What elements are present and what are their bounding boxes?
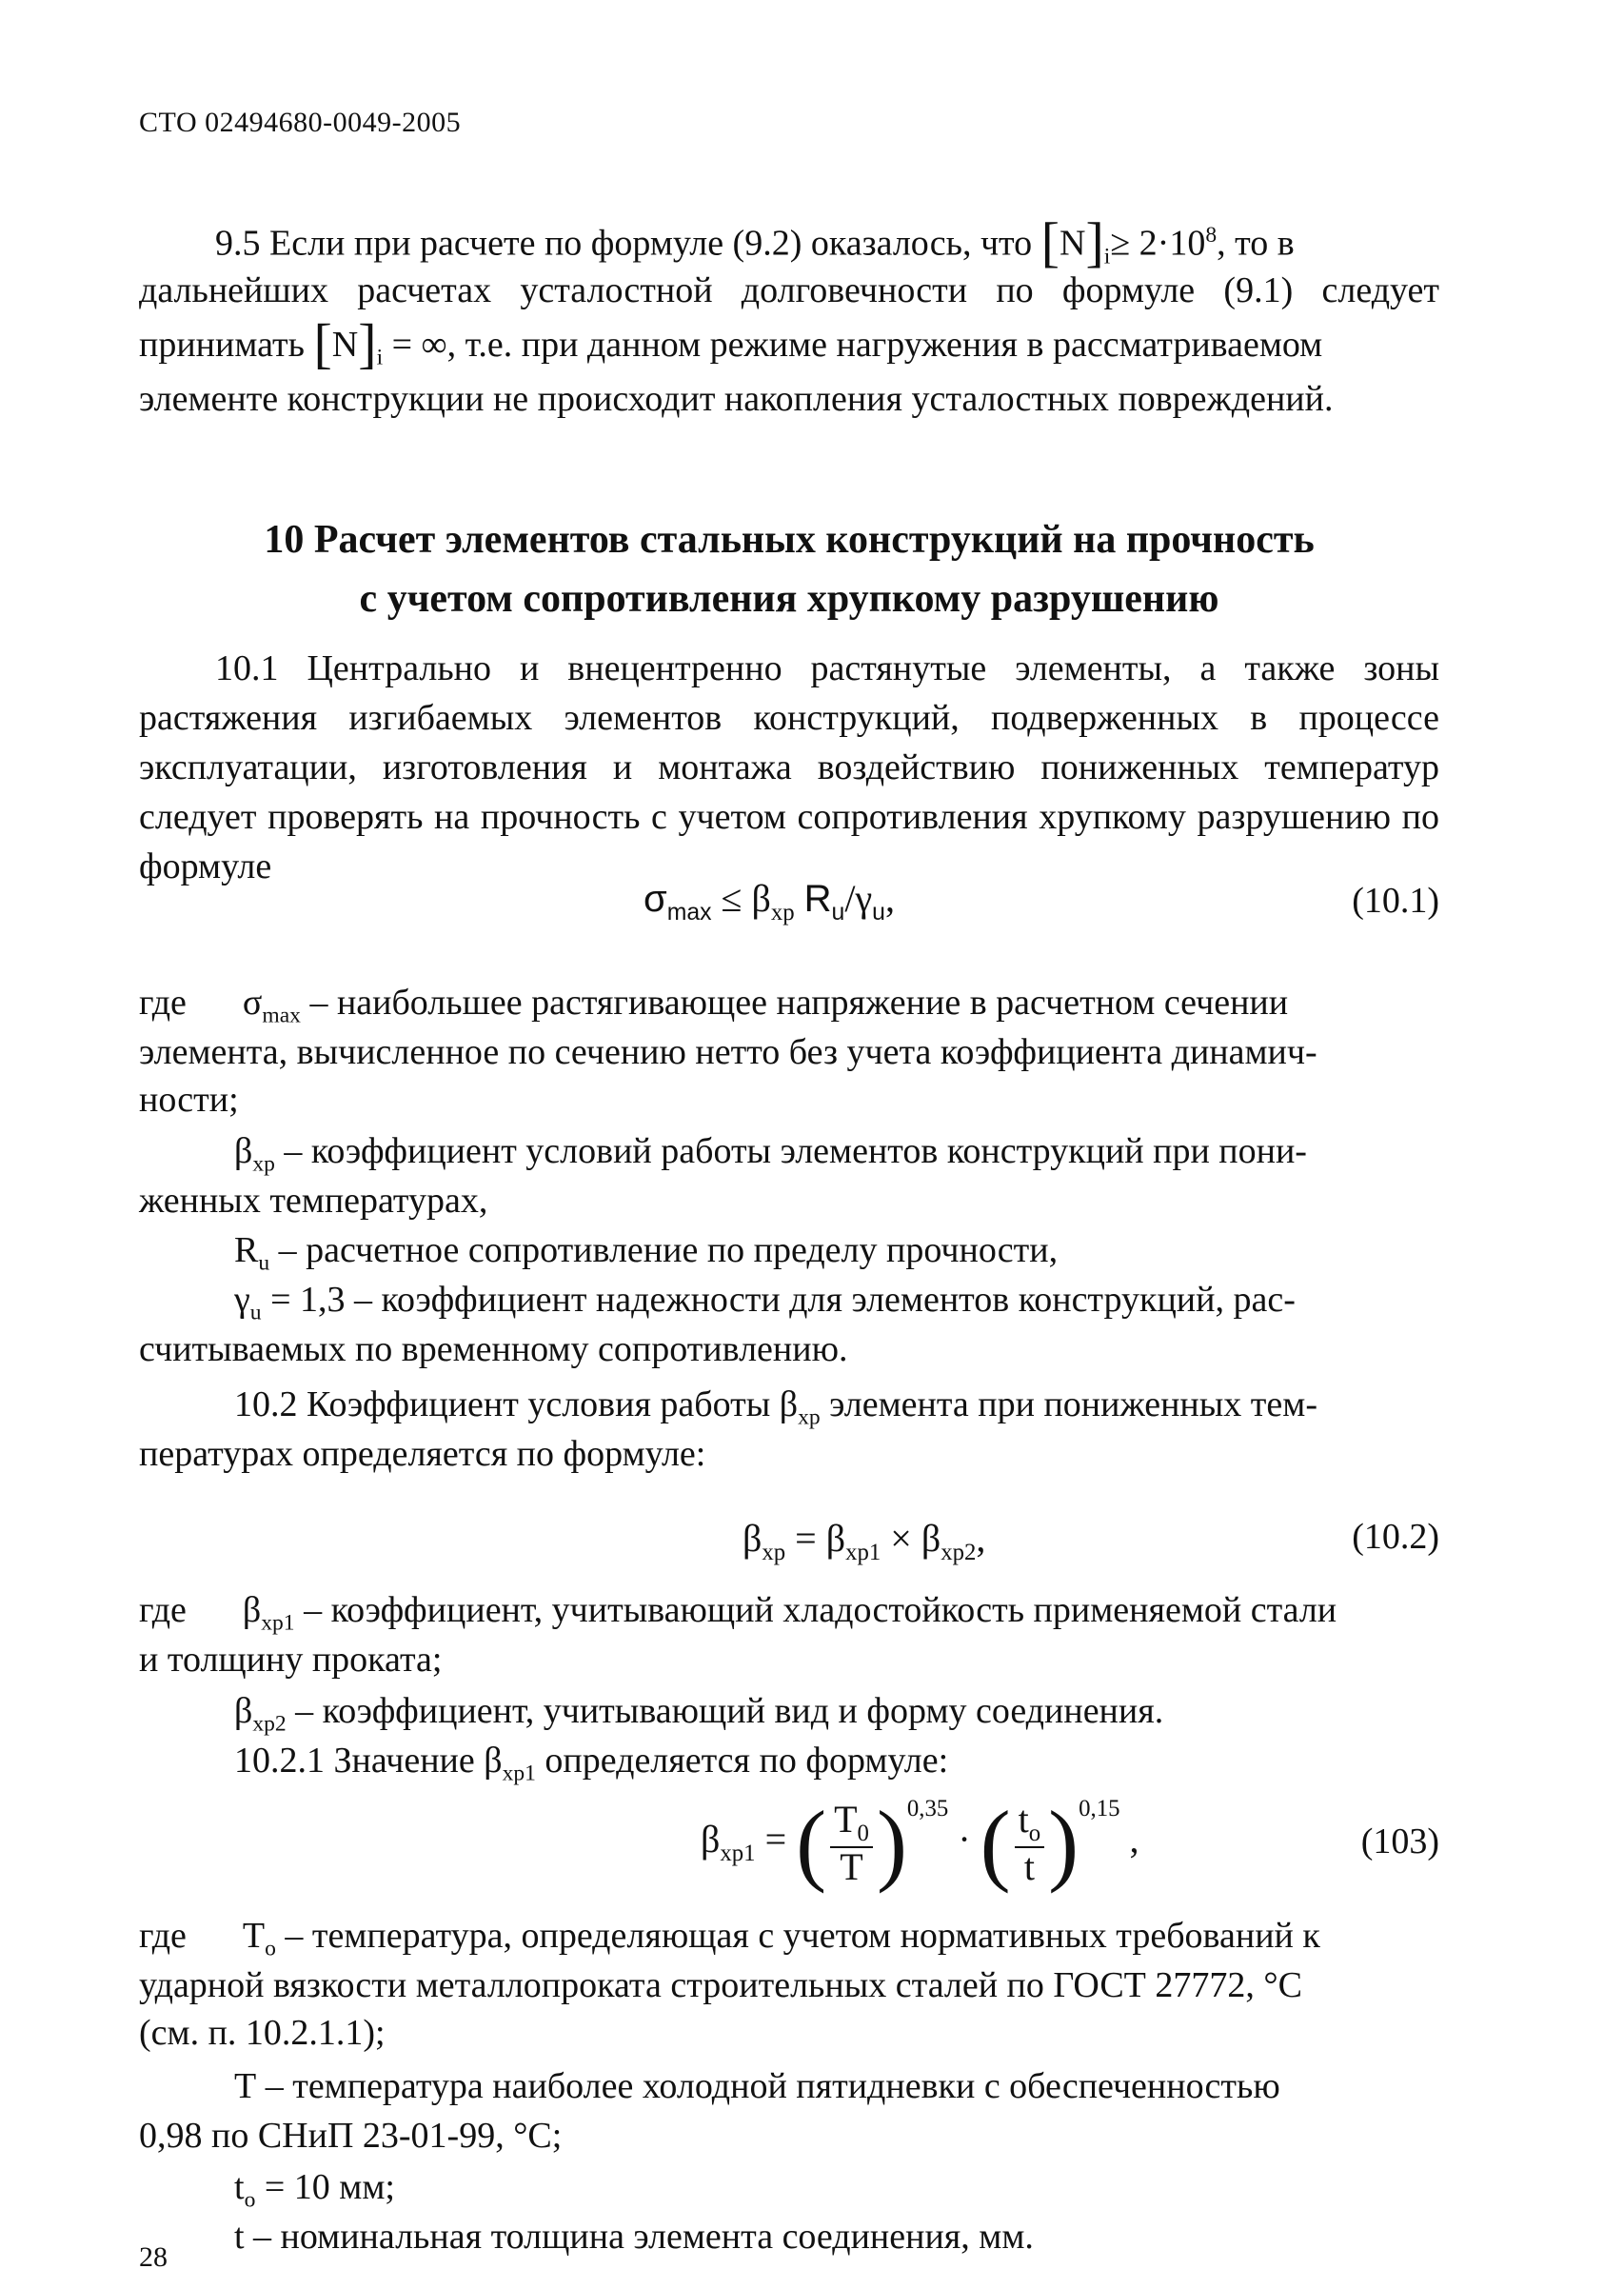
beta-desc: – коэффициент условий работы элементов конструкций при пони- xyxy=(284,1131,1307,1171)
R-sub: u xyxy=(258,1250,270,1276)
beta-xp1-desc: – коэффициент, учитывающий хладостойкость применяемой стали xyxy=(304,1590,1337,1630)
p10-1-text: 10.1 Центрально и внецентренно растянутые элементы, а также зоны растяжения изгибаемых элементов конструкций, подверженных в процессе эксплуатации, изготовления и монтажа воздействию пониженных температур следует проверять на прочность с учетом сопротивления хрупкому разрушению по формуле xyxy=(139,648,1439,886)
beta-xp1-sub: xp1 xyxy=(720,1841,756,1867)
p10-2-sub: xp xyxy=(798,1404,821,1430)
bracket-close-icon: ] xyxy=(358,312,377,374)
paren-close-icon: ) xyxy=(876,1792,907,1894)
p9-5-line4: элементе конструкции не происходит накопления усталостных повреждений. xyxy=(139,379,1334,419)
T0-numerator: T xyxy=(834,1798,858,1841)
where3-T-line2: 0,98 по СНиП 23-01-99, °С; xyxy=(139,2116,563,2156)
eq-comma: , xyxy=(884,877,895,920)
formula-10-1 xyxy=(644,876,895,926)
gamma-sub: u xyxy=(872,900,885,926)
beta-sub: xp xyxy=(252,1151,275,1177)
where1-line3: ности; xyxy=(139,1080,239,1120)
equation-number-10-1: (10.1) xyxy=(1352,881,1439,921)
symbol-N: N xyxy=(1059,223,1086,264)
beta-xp2-sub: xp2 xyxy=(941,1540,977,1565)
p9-5-text-b: , то в xyxy=(1217,223,1295,264)
section-heading xyxy=(139,510,1439,628)
eq-equals: = xyxy=(764,1818,787,1861)
eq-times-beta: × β xyxy=(890,1517,941,1560)
where2-line2: и толщину проката; xyxy=(139,1640,443,1680)
gamma-desc: = 1,3 – коэффициент надежности для элементов конструкций, рас- xyxy=(270,1280,1296,1320)
beta-xp1-symbol: β xyxy=(701,1818,721,1861)
p10-2-1-sub: xp1 xyxy=(502,1761,536,1786)
t0-sub: o xyxy=(1028,1821,1041,1847)
p10-2-1 xyxy=(234,1737,948,1798)
exponent-2: 0,15 xyxy=(1079,1796,1120,1822)
fraction-t0-t xyxy=(1015,1798,1045,1888)
beta-xp2-sub: xp2 xyxy=(252,1711,287,1737)
p10-2-text-a: 10.2 Коэффициент условия работы β xyxy=(234,1384,799,1424)
formula-10-2 xyxy=(743,1516,985,1566)
p9-5-line3-a: принимать xyxy=(139,325,305,365)
eq-equals-beta: = β xyxy=(795,1517,846,1560)
formula-103 xyxy=(701,1792,1139,1894)
eq-comma: , xyxy=(976,1517,986,1560)
beta-xp2-desc: – коэффициент, учитывающий вид и форму соединения. xyxy=(295,1691,1164,1731)
p9-5-geq: ≥ 2·10 xyxy=(1110,223,1206,264)
where1-gamma-line2: считываемых по временному сопротивлению. xyxy=(139,1329,848,1369)
beta-xp1-sub: xp1 xyxy=(261,1610,295,1636)
sigma-symbol: σ xyxy=(242,983,263,1023)
where1-line2: элемента, вычисленное по сечению нетто без учета коэффициента динамич- xyxy=(139,1032,1317,1072)
slash-gamma: /γ xyxy=(844,877,873,920)
beta-xp1-sub: xp1 xyxy=(845,1540,881,1565)
paren-open-icon: ( xyxy=(980,1792,1011,1894)
R-symbol: R xyxy=(803,878,832,920)
equation-number-103: (103) xyxy=(1360,1821,1439,1861)
t0-numerator: t xyxy=(1018,1798,1029,1841)
sigma-sub: max xyxy=(262,1003,301,1028)
fraction-T0-T xyxy=(830,1798,873,1888)
beta-xp1-symbol: β xyxy=(242,1590,262,1630)
beta-xp-sub: xp xyxy=(762,1540,786,1565)
paren-close-icon: ) xyxy=(1048,1792,1079,1894)
symbol-i-sub: i xyxy=(1103,244,1111,269)
section-heading-line2: с учетом сопротивления хрупкому разрушению xyxy=(359,577,1219,621)
p9-5-line2: дальнейших расчетах усталостной долговечности по формуле (9.1) следует xyxy=(139,270,1439,310)
p10-1 xyxy=(139,644,1439,891)
beta-xp-symbol: β xyxy=(743,1517,762,1560)
where-label: где xyxy=(139,1590,187,1630)
bracket-open-icon: [ xyxy=(313,312,332,374)
p10-2-line2: пературах определяется по формуле: xyxy=(139,1434,706,1474)
p9-5-text-a: 9.5 Если при расчете по формуле (9.2) оказалось, что xyxy=(215,223,1033,264)
eq-comma: , xyxy=(1129,1818,1139,1861)
p9-5-line3 xyxy=(139,312,1323,382)
document-header: СТО 02494680-0049-2005 xyxy=(139,107,462,138)
p9-5-line3-b: = ∞, т.е. при данном режиме нагружения в рассматриваемом xyxy=(391,325,1323,365)
t-denominator: t xyxy=(1023,1844,1035,1888)
T0-desc: – температура, определяющая с учетом нормативных требований к xyxy=(285,1916,1320,1956)
p10-2-text-b: элемента при пониженных тем- xyxy=(829,1384,1317,1424)
T0-sub: 0 xyxy=(857,1821,869,1847)
eq-leq-beta: ≤ β xyxy=(721,877,771,920)
p10-2-1-text-a: 10.2.1 Значение β xyxy=(234,1741,503,1781)
where-label: где xyxy=(139,1916,187,1956)
beta-symbol: β xyxy=(234,1131,253,1171)
T0-symbol: T xyxy=(242,1916,266,1956)
T-denominator: T xyxy=(840,1844,863,1888)
R-sub: u xyxy=(831,900,845,926)
where3-T: Т – температура наиболее холодной пятидневки с обеспеченностью xyxy=(234,2066,1280,2106)
beta-sub: xp xyxy=(770,900,795,926)
paren-open-icon: ( xyxy=(796,1792,827,1894)
where3-t: t – номинальная толщина элемента соединения, мм. xyxy=(234,2217,1034,2257)
page-number: 28 xyxy=(139,2241,168,2273)
T0-sub: o xyxy=(265,1936,276,1961)
eq-dot: · xyxy=(958,1818,971,1861)
bracket-close-icon: ] xyxy=(1085,210,1104,273)
where3-line2: ударной вязкости металлопроката строительных сталей по ГОСТ 27772, °С xyxy=(139,1965,1302,2005)
gamma-symbol: γ xyxy=(234,1280,250,1320)
R-symbol: R xyxy=(234,1230,259,1270)
sigma-sub: max xyxy=(666,900,712,926)
sigma-symbol: σ xyxy=(644,878,667,920)
R-desc: – расчетное сопротивление по пределу прочности, xyxy=(278,1230,1059,1270)
bracket-open-icon: [ xyxy=(1040,210,1060,273)
symbol-N: N xyxy=(331,325,359,365)
sigma-desc: – наибольшее растягивающее напряжение в расчетном сечении xyxy=(309,983,1289,1023)
beta-xp2-symbol: β xyxy=(234,1691,253,1731)
section-heading-line1: 10 Расчет элементов стальных конструкций на прочность xyxy=(264,518,1315,562)
where-label: где xyxy=(139,983,187,1023)
where3-line3: (см. п. 10.2.1.1); xyxy=(139,2013,386,2053)
p9-5-exp: 8 xyxy=(1205,223,1218,248)
gamma-sub: u xyxy=(249,1300,262,1325)
t0-desc: = 10 мм; xyxy=(264,2167,395,2207)
exponent-1: 0,35 xyxy=(906,1796,949,1822)
where1-beta-line2: женных температурах, xyxy=(139,1181,488,1221)
p10-2-1-text-b: определяется по формуле: xyxy=(545,1741,949,1781)
symbol-i-sub: i xyxy=(376,345,384,370)
t0-sub: o xyxy=(244,2187,256,2213)
t0-symbol: t xyxy=(234,2167,245,2207)
equation-number-10-2: (10.2) xyxy=(1352,1517,1439,1557)
